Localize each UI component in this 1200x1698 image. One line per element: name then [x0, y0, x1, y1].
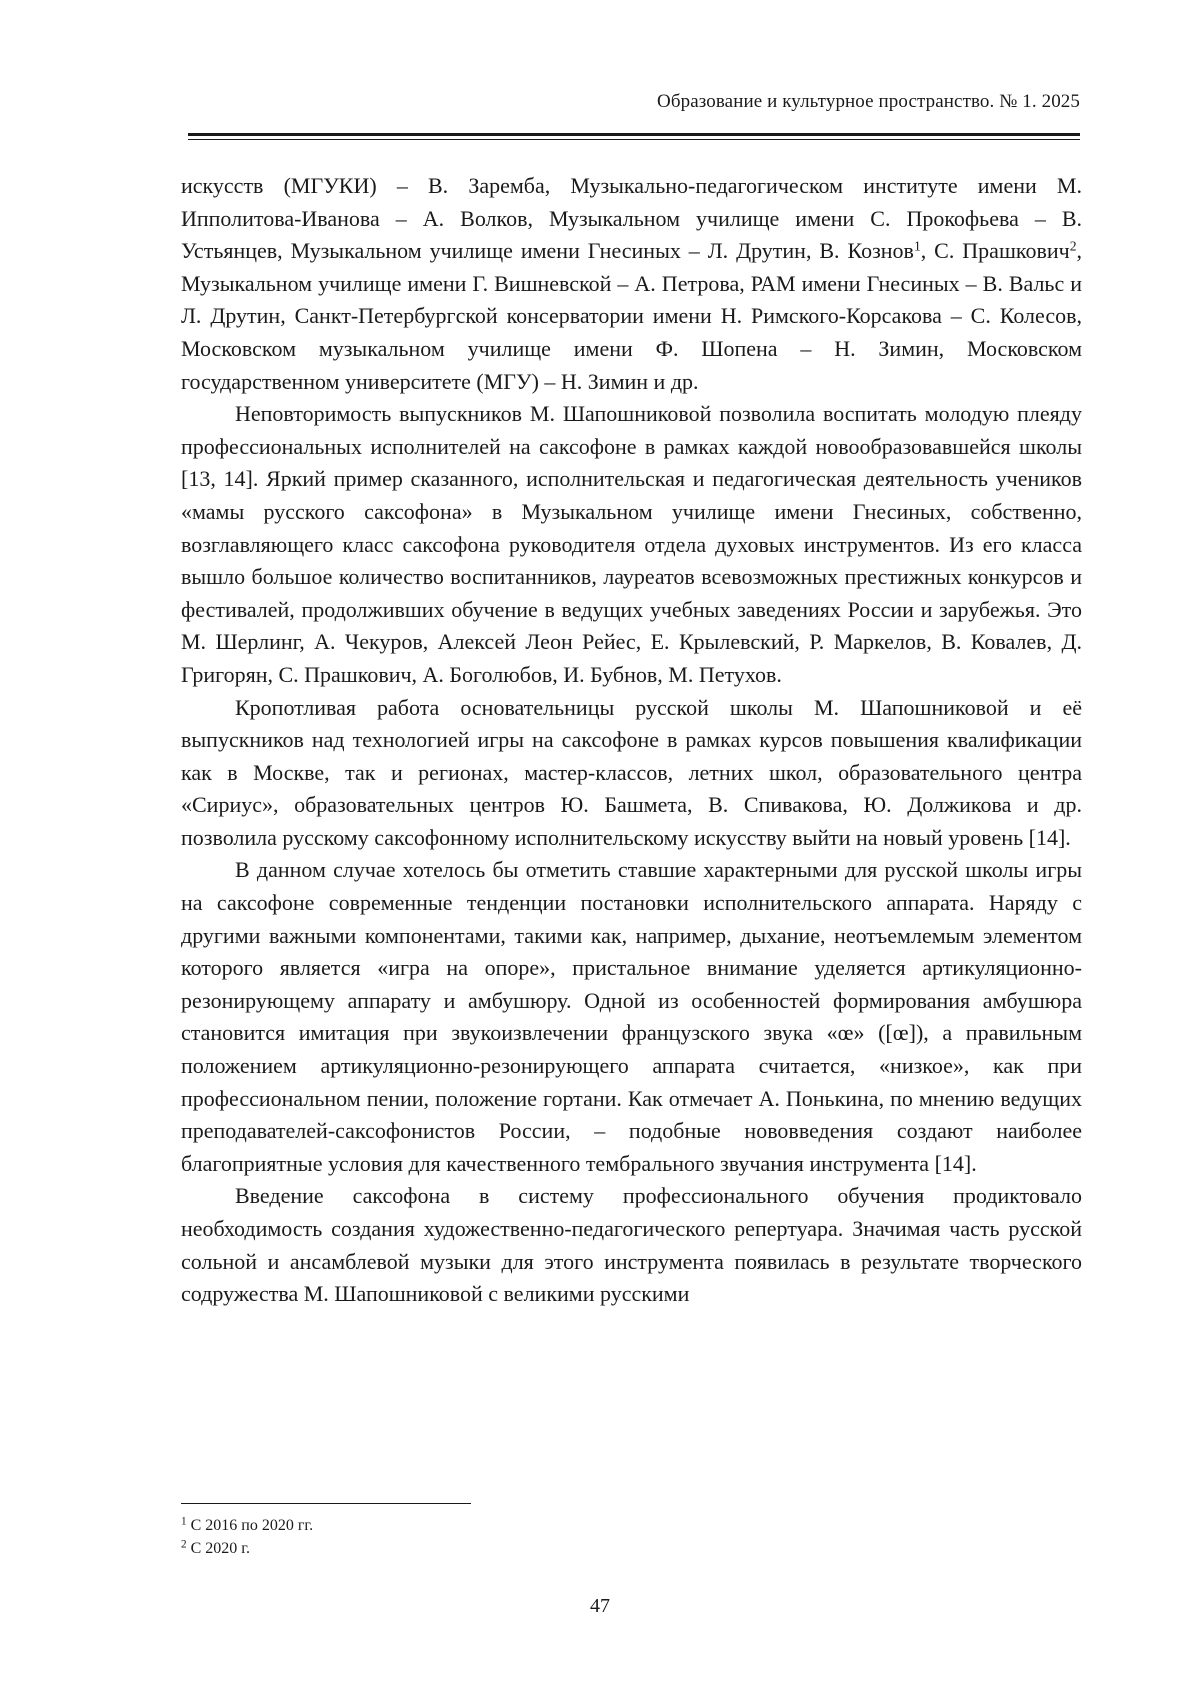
paragraph-1 — [181, 170, 1082, 398]
footnote-2 — [181, 1537, 313, 1560]
paragraph-2: Неповторимость выпускников М. Шапошниковой позволила воспитать молодую плеяду профессиональных исполнителей на саксофоне в рамках каждой новообразовавшейся школы [13, 14]. Яркий пример сказанного, исполнительская и педагогическая деятельность учеников «мамы русского саксофона» в Музыкальном училище имени Гнесиных, собственно, возглавляющего класс саксофона руководителя отдела духовых инструментов. Из его класса вышло большое количество воспитанников, лауреатов всевозможных престижных конкурсов и фестивалей, продолживших обучение в ведущих учебных заведениях России и зарубежья. Это М. Шерлинг, А. Чекуров, Алексей Леон Рейес, Е. Крылевский, Р. Маркелов, В. Ковалев, Д. Григорян, С. Прашкович, А. Боголюбов, И. Бубнов, М. Петухов. — [181, 401, 1082, 687]
paragraph-1-part-a: искусств (МГУКИ) – В. Заремба, Музыкально-педагогическом институте имени М. Ипполитова-Иванова – А. Волков, Музыкальном училище имени С. Прокофьева – В. Устьянцев, Музыкальном училище имени Гнесиных – Л. Друтин, В. Кознов — [181, 173, 1082, 264]
footnote-2-text: С 2020 г. — [186, 1540, 251, 1557]
footnote-1-mark: 1 — [181, 1515, 187, 1528]
header-rule-thick — [188, 133, 1080, 136]
footnote-ref-1: 1 — [913, 238, 921, 254]
paragraph-3: Кропотливая работа основательницы русской школы М. Шапошниковой и её выпускников над технологией игры на саксофоне в рамках курсов повышения квалификации как в Москве, так и регионах, мастер-классов, летних школ, образовательного центра «Сириус», образовательных центров Ю. Башмета, В. Спивакова, Ю. Должикова и др. позволила русскому саксофонному исполнительскому искусству выйти на новый уровень [14]. — [181, 694, 1082, 850]
footnote-ref-2: 2 — [1069, 238, 1077, 254]
body-text — [181, 170, 1082, 1311]
paragraph-1-part-b: , С. Прашкович — [920, 238, 1070, 264]
paragraph-4: В данном случае хотелось бы отметить ставшие характерными для русской школы игры на саксофоне современные тенденции постановки исполнительского аппарата. Наряду с другими важными компонентами, такими как, например, дыхание, неотъемлемым элементом которого является «игра на опоре», пристальное внимание уделяется артикуляционно-резонирующему аппарату и амбушюру. Одной из особенностей формирования амбушюра становится имитация при звукоизвлечении французского звука «œ» ([œ]), а правильным положением артикуляционно-резонирующего аппарата считается, «низкое», как при профессиональном пении, положение гортани. Как отмечает А. Понькина, по мнению ведущих преподавателей-саксофонистов России, – подобные нововведения создают наиболее благоприятные условия для качественного тембрального звучания инструмента [14]. — [181, 857, 1082, 1176]
page-number: 47 — [590, 1595, 610, 1617]
footnotes — [181, 1514, 313, 1560]
paragraph-1-part-c: , Музыкальном училище имени Г. Вишневской – А. Петрова, РАМ имени Гнесиных – В. Вальс и Л. Друтин, Санкт-Петербургской консерватории имени Н. Римского-Корсакова – С. Колесов, Московском музыкальном училище имени Ф. Шопена – Н. Зимин, Московском государственном университете (МГУ) – Н. Зимин и др. — [181, 238, 1082, 394]
footnote-1 — [181, 1514, 313, 1537]
header-rule-thin — [188, 139, 1080, 140]
paragraph-5: Введение саксофона в систему профессионального обучения продиктовало необходимость создания художественно-педагогического репертуара. Значимая часть русской сольной и ансамблевой музыки для этого инструмента появилась в результате творческого содружества М. Шапошниковой с великими русскими — [181, 1183, 1082, 1307]
footnote-2-mark: 2 — [181, 1538, 187, 1551]
footnote-1-text: С 2016 по 2020 гг. — [186, 1517, 314, 1534]
footnote-separator — [181, 1503, 471, 1504]
running-header-title: Образование и культурное пространство. № 1. 2025 — [657, 91, 1080, 112]
